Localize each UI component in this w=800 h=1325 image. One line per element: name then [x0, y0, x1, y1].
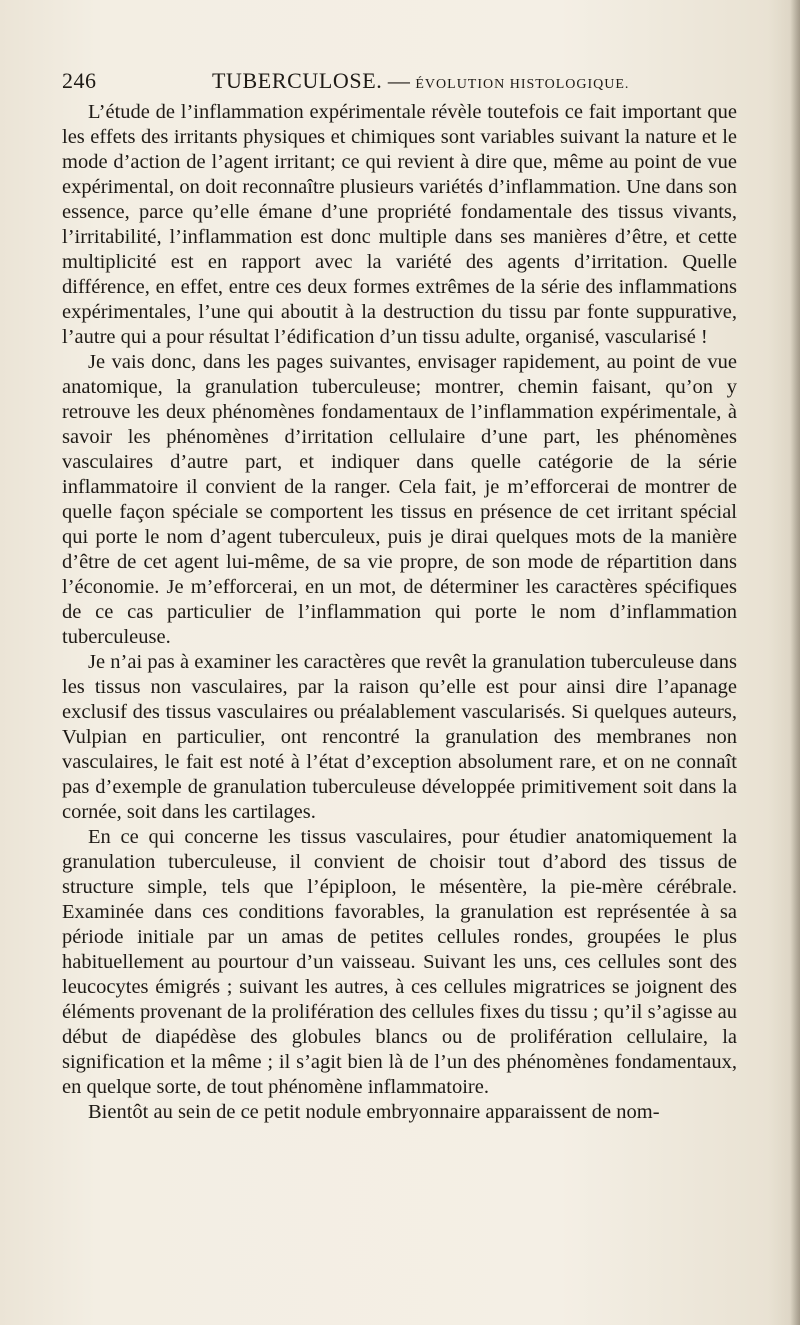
page-edge-shadow [790, 0, 800, 1325]
paragraph-2: Je vais donc, dans les pages suivantes, envisager rapidement, au point de vue anatomique, la granulation tuberculeuse; montrer, chemin faisant, qu’on y retrouve les deux phénomènes fondamentaux de l’inflammation expérimentale, à savoir les phénomènes d’irritation cellulaire d’une part, les phénomènes vasculaires d’autre part, et indiquer dans quelle catégorie de la série inflammatoire il convient de la ranger. Cela fait, je m’efforcerai de montrer de quelle façon spéciale se comportent les tissus en présence de cet irritant spécial qui porte le nom d’agent tuberculeux, puis je dirai quelques mots de la manière d’être de cet agent lui-même, de sa vie propre, de son mode de répartition dans l’économie. Je m’efforcerai, en un mot, de déterminer les caractères spécifiques de ce cas particulier de l’inflammation qui porte le nom d’inflammation tuberculeuse. [62, 351, 737, 648]
running-title-sub: ÉVOLUTION HISTOLOGIQUE. [415, 77, 630, 92]
running-title [212, 68, 629, 94]
paragraph-1: L’étude de l’inflammation expérimentale révèle toutefois ce fait important que les effets des irritants physiques et chimiques sont variables suivant la nature et le mode d’action de l’agent irritant; ce qui revient à dire que, même au point de vue expérimental, on doit reconnaître plusieurs variétés d’inflammation. Une dans son essence, parce qu’elle émane d’une propriété fondamentale des tissus vivants, l’irritabilité, l’inflammation est donc multiple dans ses manières d’être, et cette multiplicité est en rapport avec la variété des agents d’irritation. Quelle différence, en effet, entre ces deux formes extrêmes de la série des inflammations expérimentales, l’une qui aboutit à la destruction du tissu par fonte suppurative, l’autre qui a pour résultat l’édification d’un tissu adulte, organisé, vascularisé ! [62, 101, 737, 348]
running-title-main: TUBERCULOSE. [212, 68, 383, 93]
paragraph-4: En ce qui concerne les tissus vasculaires, pour étudier anatomiquement la granulation tuberculeuse, il convient de choisir tout d’abord des tissus de structure simple, tels que l’épiploon, le mésentère, la pie-mère cérébrale. Examinée dans ces conditions favorables, la granulation est représentée à sa période initiale par un amas de petites cellules rondes, groupées le plus habituellement au pourtour d’un vaisseau. Suivant les uns, ces cellules sont des leucocytes émigrés ; suivant les autres, à ces cellules migratrices se joignent des éléments provenant de la prolifération des cellules fixes du tissu ; qu’il s’agisse au début de diapédèse des globules blancs ou de prolifération cellulaire, la signification et la même ; il s’agit bien là de l’un des phénomènes fondamentaux, en quelque sorte, de tout phénomène inflammatoire. [62, 826, 737, 1098]
paragraph-5: Bientôt au sein de ce petit nodule embryonnaire apparaissent de nom- [88, 1101, 660, 1123]
running-title-separator: — [387, 68, 410, 93]
page-number: 246 [62, 68, 97, 93]
body-text [62, 100, 737, 1125]
running-header [62, 66, 742, 96]
paragraph-3: Je n’ai pas à examiner les caractères que revêt la granulation tuberculeuse dans les tissus non vasculaires, par la raison qu’elle est pour ainsi dire l’apanage exclusif des tissus vasculaires ou préalablement vascularisés. Si quelques auteurs, Vulpian en particulier, ont rencontré la granulation des membranes non vasculaires, le fait est noté à l’état d’exception absolument rare, et on ne connaît pas d’exemple de granulation tuberculeuse développée primitivement soit dans la cornée, soit dans les cartilages. [62, 651, 737, 823]
